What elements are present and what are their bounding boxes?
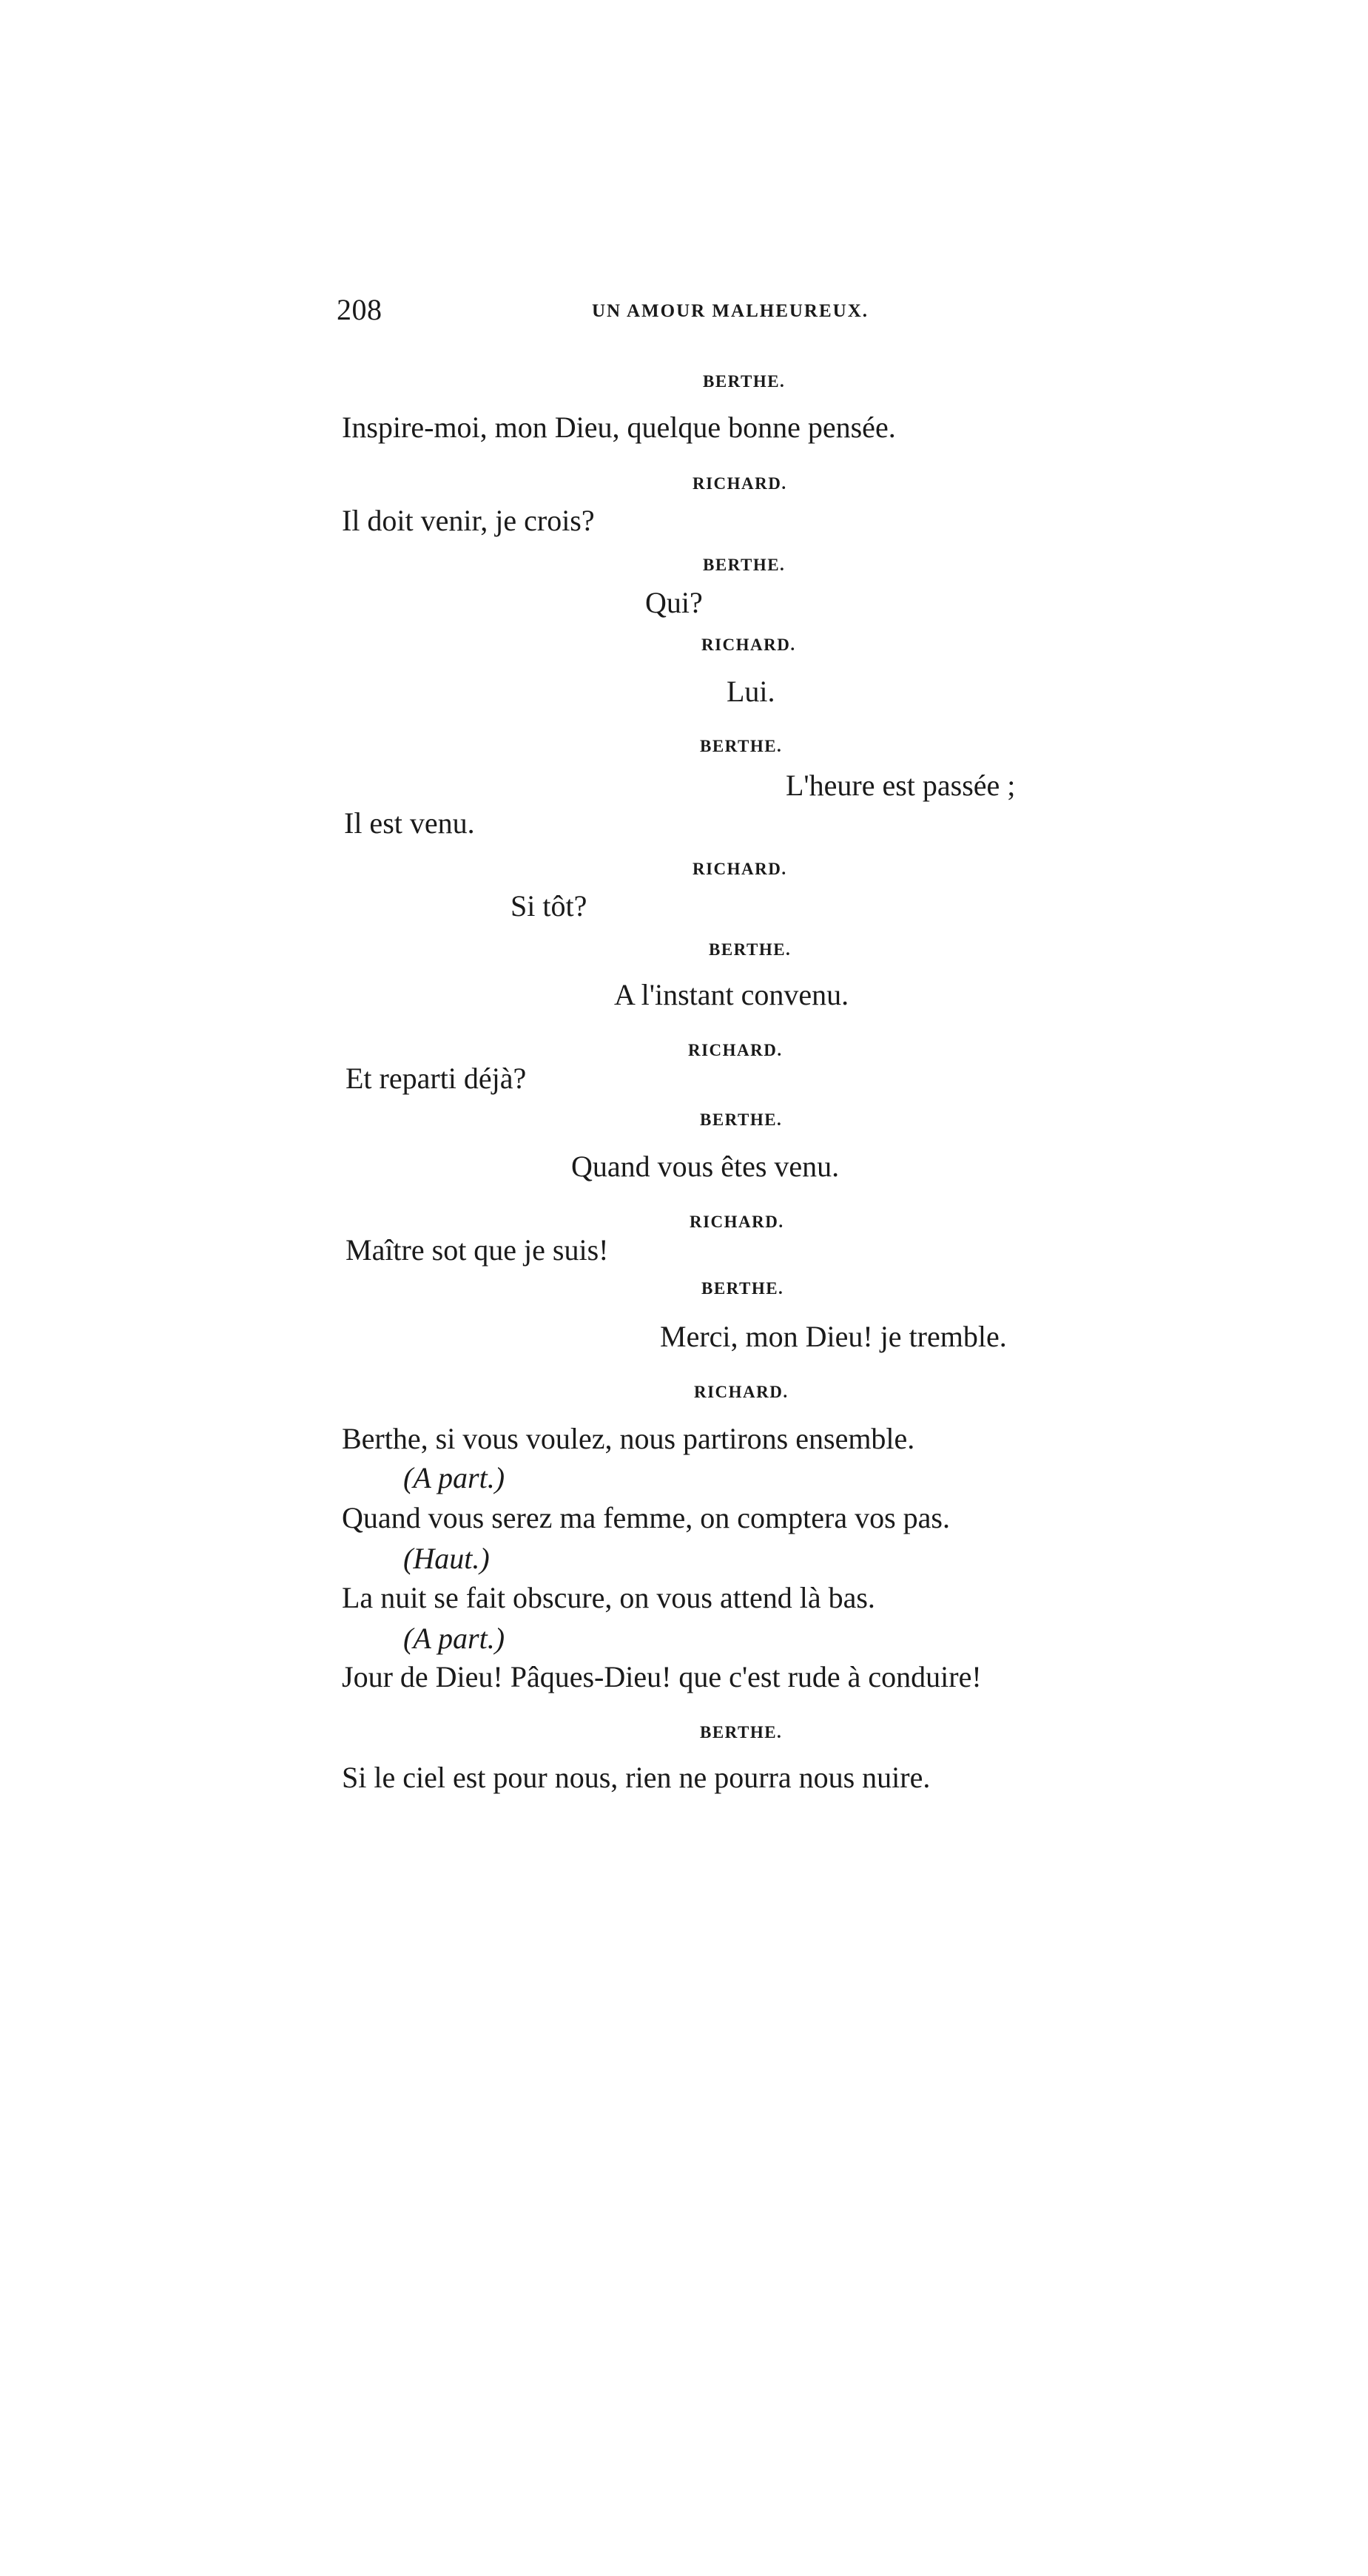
speaker-name: BERTHE. (703, 372, 786, 391)
speaker-name: RICHARD. (701, 635, 796, 654)
speaker-name: BERTHE. (700, 1110, 783, 1129)
speaker-name: BERTHE. (700, 737, 783, 755)
page-header (0, 292, 1368, 337)
speaker-name: BERTHE. (700, 1723, 783, 1742)
speaker-name: BERTHE. (703, 556, 786, 574)
verse-line: Lui. (727, 675, 775, 708)
verse-line: La nuit se fait obscure, on vous attend là bas. (342, 1581, 875, 1614)
verse-line: Quand vous serez ma femme, on comptera vos pas. (342, 1501, 950, 1534)
verse-line: Et reparti déjà? (346, 1062, 527, 1095)
verse-line: Si tôt? (511, 889, 587, 923)
verse-line: Il est venu. (344, 806, 475, 840)
speaker-name: RICHARD. (690, 1213, 784, 1231)
speaker-name: RICHARD. (693, 860, 787, 878)
speaker-name: BERTHE. (709, 940, 792, 959)
speaker-name: RICHARD. (694, 1383, 789, 1401)
running-title: UN AMOUR MALHEUREUX. (592, 301, 869, 321)
page-number: 208 (337, 293, 383, 326)
speaker-name: RICHARD. (688, 1041, 783, 1059)
verse-line: Si le ciel est pour nous, rien ne pourra nous nuire. (342, 1761, 931, 1794)
stage-direction: (A part.) (403, 1622, 505, 1655)
verse-line: Il doit venir, je crois? (342, 504, 595, 537)
verse-line: Inspire-moi, mon Dieu, quelque bonne pensée. (342, 411, 896, 444)
verse-line: Quand vous êtes venu. (571, 1150, 840, 1183)
speaker-name: BERTHE. (701, 1279, 784, 1298)
verse-line: Maître sot que je suis! (346, 1233, 609, 1267)
verse-line: A l'instant convenu. (614, 978, 849, 1011)
verse-line: L'heure est passée ; (786, 769, 1016, 802)
verse-line: Qui? (645, 586, 703, 619)
verse-line: Berthe, si vous voulez, nous partirons ensemble. (342, 1422, 915, 1455)
speaker-name: RICHARD. (693, 474, 787, 493)
stage-direction: (Haut.) (403, 1542, 490, 1575)
stage-direction: (A part.) (403, 1461, 505, 1494)
verse-line: Merci, mon Dieu! je tremble. (660, 1320, 1007, 1353)
verse-line: Jour de Dieu! Pâques-Dieu! que c'est rude à conduire! (342, 1660, 982, 1693)
